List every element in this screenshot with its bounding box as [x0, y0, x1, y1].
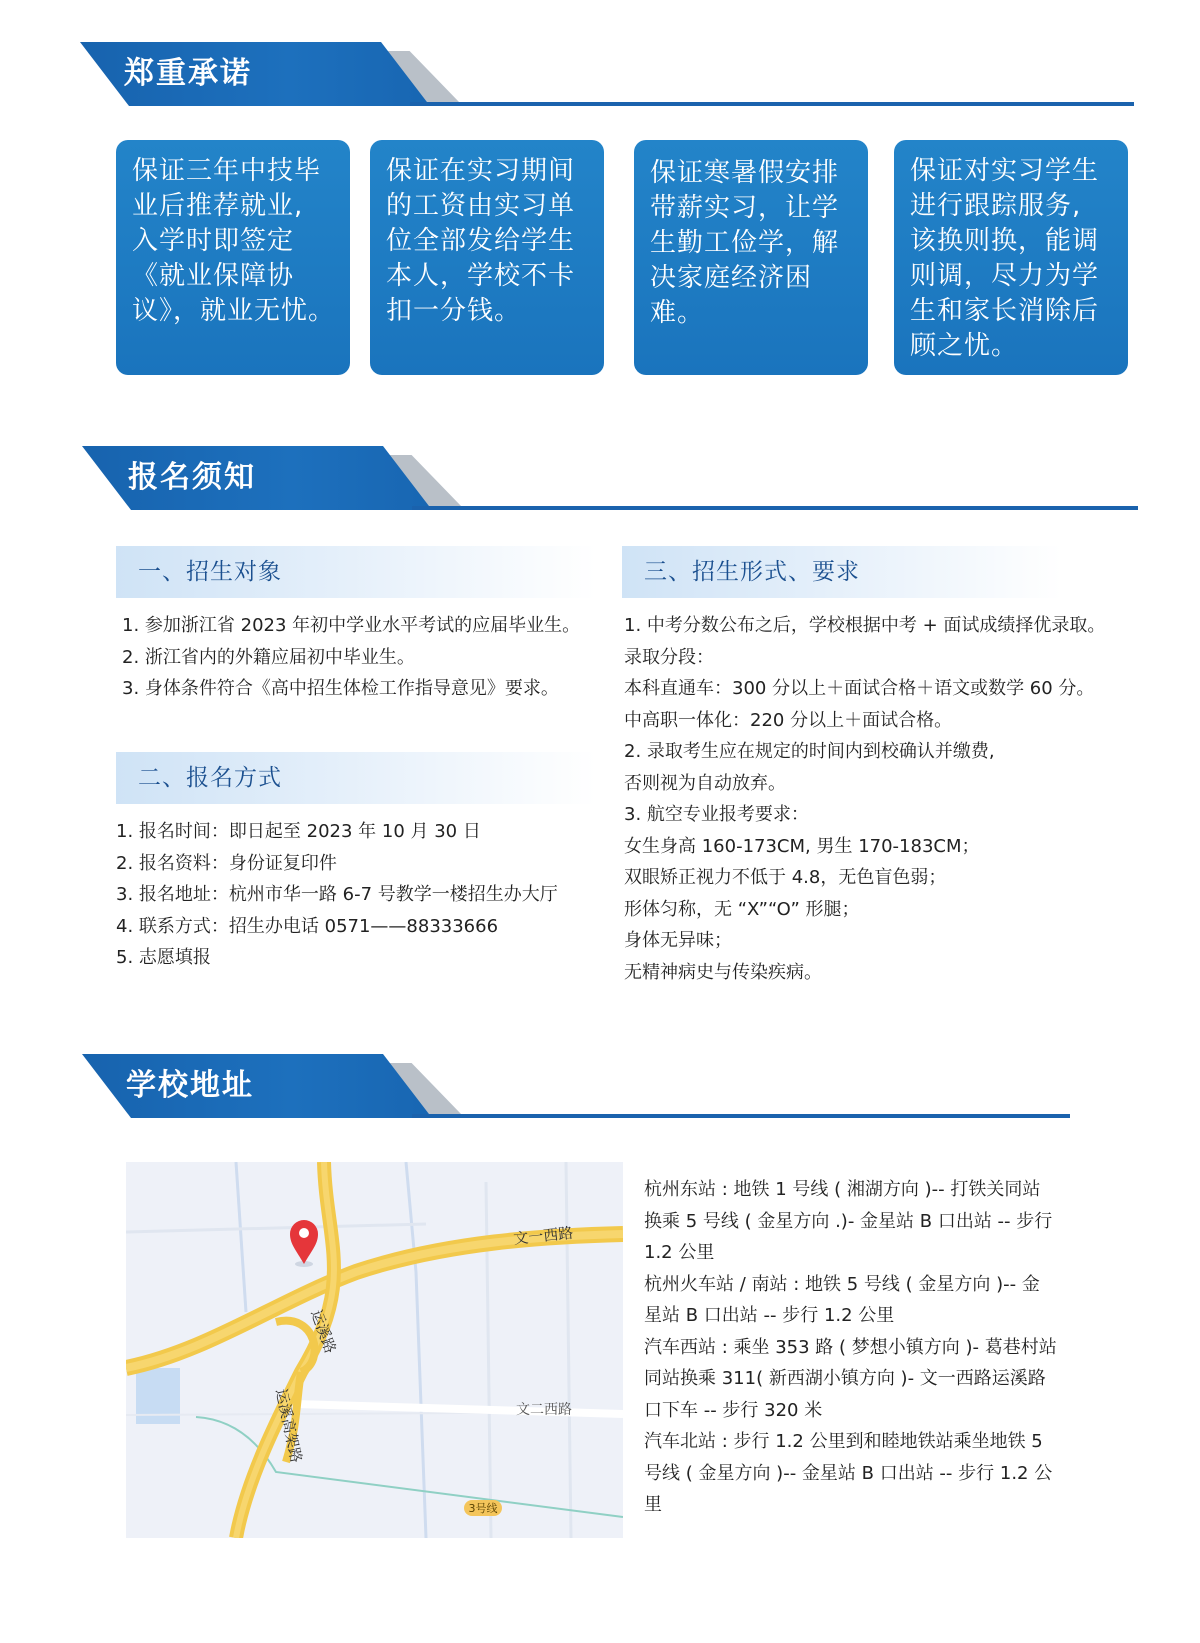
- section-rule: [412, 1114, 1070, 1118]
- route-line: 口下车 -- 步行 320 米: [644, 1399, 823, 1421]
- list-item: 3. 身体条件符合《高中招生体检工作指导意见》要求。: [122, 678, 559, 699]
- section-rule: [412, 506, 1138, 510]
- list-item: 1. 中考分数公布之后，学校根据中考 + 面试成绩择优录取。: [624, 615, 1106, 636]
- list-item: 形体匀称，无 “X”“O” 形腿；: [624, 898, 860, 920]
- list-item: 中高职一体化：220 分以上＋面试合格。: [624, 709, 953, 731]
- route-line: 换乘 5 号线 ( 金星方向 .)- 金星站 B 口出站 -- 步行: [644, 1210, 1053, 1232]
- subheading-enroll-method: 二、报名方式: [116, 752, 596, 804]
- enroll-method-list: [116, 816, 558, 974]
- route-line: 汽车西站 : 乘坐 353 路 ( 梦想小镇方向 )- 葛巷村站: [644, 1336, 1057, 1358]
- route-line: 1.2 公里: [644, 1242, 715, 1263]
- list-item: 女生身高 160-173CM, 男生 170-183CM；: [624, 835, 980, 857]
- section-title-signup: 报名须知: [128, 460, 256, 495]
- section-title-address: 学校地址: [126, 1068, 254, 1103]
- list-item: 无精神病史与传染疾病。: [624, 961, 822, 983]
- promise-card-4: 保证对实习学生 进行跟踪服务, 该换则换，能调 则调，尽力为学 生和家长消除后 顾之忧。: [894, 140, 1128, 375]
- map-label-elevated: 运溪高架路: [272, 1387, 306, 1465]
- map-label-wener: 文二西路: [516, 1402, 572, 1418]
- list-item: 录取分段：: [624, 646, 714, 668]
- map-label-wenyi: 文一西路: [512, 1223, 575, 1248]
- list-item: 否则视为自动放弃。: [624, 772, 786, 794]
- list-item: 2. 浙江省内的外籍应届初中毕业生。: [122, 646, 415, 668]
- enroll-target-list: [122, 610, 580, 705]
- list-item: 2. 录取考生应在规定的时间内到校确认并缴费,: [624, 741, 995, 762]
- list-item: 4. 联系方式：招生办电话 0571——88333666: [116, 915, 499, 937]
- school-map[interactable]: [126, 1162, 623, 1538]
- map-label-metro: 3号线: [468, 1502, 498, 1515]
- list-item: 身体无异味；: [624, 930, 732, 951]
- list-item: 1. 参加浙江省 2023 年初中学业水平考试的应届毕业生。: [122, 615, 581, 636]
- section-banner-address: [82, 1054, 1070, 1118]
- list-item: 5. 志愿填报: [116, 947, 211, 968]
- route-line: 星站 B 口出站 -- 步行 1.2 公里: [644, 1305, 895, 1326]
- enroll-form-list: [624, 610, 1105, 988]
- promise-card-3: 保证寒暑假安排 带薪实习，让学 生勤工俭学，解 决家庭经济困 难。: [634, 140, 868, 375]
- section-title-promise: 郑重承诺: [124, 56, 252, 91]
- promise-card-1: 保证三年中技毕 业后推荐就业, 入学时即签定 《就业保障协 议》，就业无忧。: [116, 140, 350, 375]
- list-item: 1. 报名时间：即日起至 2023 年 10 月 30 日: [116, 821, 481, 842]
- route-line: 号线 ( 金星方向 )-- 金星站 B 口出站 -- 步行 1.2 公: [644, 1462, 1053, 1484]
- route-line: 汽车北站 : 步行 1.2 公里到和睦地铁站乘坐地铁 5: [644, 1431, 1043, 1452]
- map-graphic: [126, 1162, 623, 1538]
- map-label-yunxi: 运溪路: [307, 1307, 340, 1356]
- section-banner-signup: [82, 446, 1138, 510]
- list-item: 双眼矫正视力不低于 4.8，无色盲色弱；: [624, 867, 947, 888]
- route-line: 杭州东站 : 地铁 1 号线 ( 湘湖方向 )-- 打铁关同站: [644, 1179, 1041, 1200]
- subheading-enroll-form: 三、招生形式、要求: [622, 546, 1062, 598]
- route-directions: [644, 1174, 1064, 1521]
- promise-card-2: 保证在实习期间 的工资由实习单 位全部发给学生 本人，学校不卡 扣一分钱。: [370, 140, 604, 375]
- subheading-enroll-target: 一、招生对象: [116, 546, 596, 598]
- list-item: 3. 报名地址：杭州市华一路 6-7 号教学一楼招生办大厅: [116, 884, 558, 905]
- route-line: 同站换乘 311( 新西湖小镇方向 )- 文一西路运溪路: [644, 1368, 1046, 1389]
- section-banner-promise: [80, 42, 1134, 106]
- list-item: 本科直通车：300 分以上＋面试合格＋语文或数学 60 分。: [624, 678, 1095, 699]
- section-rule: [410, 102, 1134, 106]
- route-line: 杭州火车站 / 南站 : 地铁 5 号线 ( 金星方向 )-- 金: [644, 1273, 1040, 1295]
- list-item: 3. 航空专业报考要求：: [624, 804, 809, 825]
- route-line: 里: [644, 1494, 662, 1515]
- list-item: 2. 报名资料：身份证复印件: [116, 852, 337, 874]
